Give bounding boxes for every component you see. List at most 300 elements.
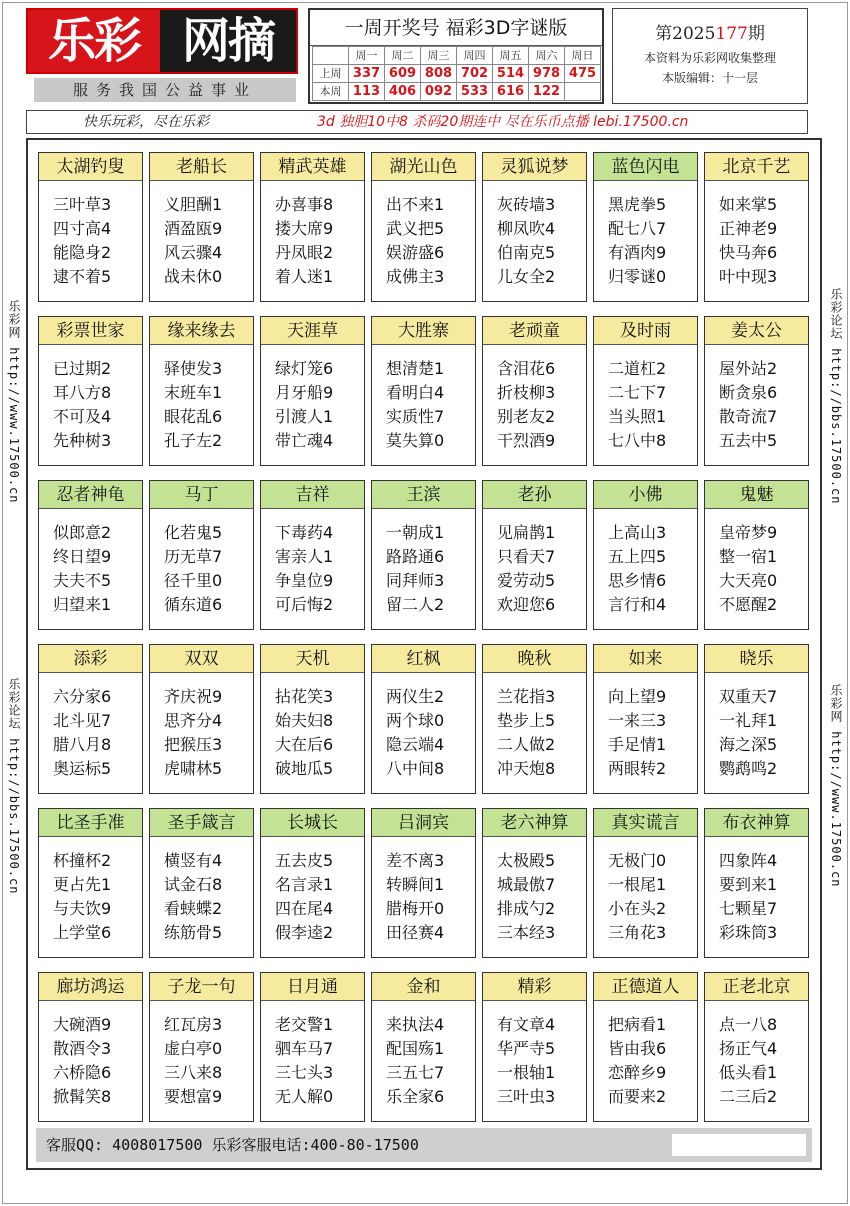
issue-suffix: 期 (747, 24, 765, 44)
riddle-card (260, 644, 365, 794)
card-item: 腊八月8 (53, 735, 112, 754)
card-item: 兰花指3 (497, 687, 556, 706)
card-item: 七颗星7 (719, 899, 778, 918)
card-item: 酒盈瓯9 (164, 219, 223, 238)
card-item: 老交警1 (275, 1015, 334, 1034)
card-item: 八中间8 (386, 759, 445, 778)
card-title: 如来 (594, 645, 697, 673)
card-title: 日月通 (261, 973, 364, 1001)
card-item: 害亲人1 (275, 547, 334, 566)
card-items (164, 521, 222, 617)
card-item: 把病看1 (608, 1015, 667, 1034)
card-title: 缘来缘去 (150, 317, 253, 345)
riddle-card (593, 808, 698, 958)
card-items (53, 685, 111, 781)
footer-contact-text: 客服QQ: 4008017500 乐彩客服电话:400-80-17500 (46, 1136, 419, 1154)
day-header: 周三 (421, 47, 457, 65)
card-title: 添彩 (39, 645, 142, 673)
card-title: 红枫 (372, 645, 475, 673)
card-items (164, 193, 222, 289)
card-title: 马丁 (150, 481, 253, 509)
issue-note: 本资料为乐彩网收集整理 (643, 51, 776, 65)
card-items (164, 357, 222, 453)
card-item: 散奇流7 (719, 407, 778, 426)
draw-number: 514 (493, 65, 529, 83)
card-items (608, 193, 666, 289)
card-item: 看蛱蝶2 (164, 899, 223, 918)
card-item: 绿灯笼6 (275, 359, 334, 378)
riddle-card (482, 644, 587, 794)
card-items (608, 521, 666, 617)
card-title: 正老北京 (705, 973, 808, 1001)
card-item: 不可及4 (53, 407, 112, 426)
card-item: 皆由我6 (608, 1039, 667, 1058)
card-item: 耳八方8 (53, 383, 112, 402)
card-title: 正德道人 (594, 973, 697, 1001)
card-item: 争皇位9 (275, 571, 334, 590)
card-item: 乐全家6 (386, 1087, 445, 1106)
card-item: 实质性7 (386, 407, 445, 426)
card-item: 可后悔2 (275, 595, 334, 614)
card-item: 三本经3 (497, 923, 556, 942)
riddle-card (704, 644, 809, 794)
card-item: 带亡魂4 (275, 431, 334, 450)
card-title: 长城长 (261, 809, 364, 837)
logo-part-1: 乐彩 (28, 10, 160, 72)
card-item: 两仪生2 (386, 687, 445, 706)
card-item: 把猴压3 (164, 735, 223, 754)
riddle-card (38, 316, 143, 466)
card-item: 有酒肉9 (608, 243, 667, 262)
riddle-card (704, 972, 809, 1122)
riddle-card (704, 316, 809, 466)
card-items (608, 685, 666, 781)
card-items (275, 685, 333, 781)
card-items (386, 521, 444, 617)
card-items (719, 1013, 777, 1109)
card-items (497, 685, 555, 781)
card-title: 及时雨 (594, 317, 697, 345)
card-item: 一朝成1 (386, 523, 445, 542)
riddle-card (593, 152, 698, 302)
riddle-card (704, 808, 809, 958)
card-item: 一根轴1 (497, 1063, 556, 1082)
card-title: 天涯草 (261, 317, 364, 345)
card-items (164, 685, 222, 781)
draw-number: 609 (385, 65, 421, 83)
draw-number: 406 (385, 83, 421, 101)
card-item: 柳凤吹4 (497, 219, 556, 238)
side-url-right-top[interactable]: 乐彩论坛 http://bbs.17500.cn (829, 288, 843, 505)
card-item: 齐庆祝9 (164, 687, 223, 706)
card-item: 见扁鹊1 (497, 523, 556, 542)
card-item: 末班车1 (164, 383, 223, 402)
card-title: 鬼魅 (705, 481, 808, 509)
card-title: 天机 (261, 645, 364, 673)
card-title: 王滨 (372, 481, 475, 509)
card-item: 终日望9 (53, 547, 112, 566)
row-label-this-week: 本周 (313, 83, 349, 101)
card-title: 子龙一句 (150, 973, 253, 1001)
card-item: 五去皮5 (275, 851, 334, 870)
card-item: 似郎意2 (53, 523, 112, 542)
card-item: 看明白4 (386, 383, 445, 402)
ticker-bar (26, 110, 808, 134)
draw-number: 122 (529, 83, 565, 101)
card-item: 同拜师3 (386, 571, 445, 590)
riddle-card (38, 808, 143, 958)
riddle-card (38, 972, 143, 1122)
card-item: 而要来2 (608, 1087, 667, 1106)
card-item: 手足情1 (608, 735, 667, 754)
draw-number: 475 (565, 65, 601, 83)
riddle-card (149, 316, 254, 466)
card-title: 精彩 (483, 973, 586, 1001)
card-item: 皇帝梦9 (719, 523, 778, 542)
card-item: 办喜事8 (275, 195, 334, 214)
card-items (719, 521, 777, 617)
card-item: 大碗酒9 (53, 1015, 112, 1034)
card-title: 廊坊鸿运 (39, 973, 142, 1001)
card-item: 杯撞杯2 (53, 851, 112, 870)
day-header: 周五 (493, 47, 529, 65)
card-items (497, 1013, 555, 1109)
card-item: 假李逵2 (275, 923, 334, 942)
card-item: 排成勺2 (497, 899, 556, 918)
card-item: 与夫饮9 (53, 899, 112, 918)
riddle-card (704, 152, 809, 302)
card-item: 逮不着5 (53, 267, 112, 286)
riddle-card (593, 316, 698, 466)
card-item: 垫步上5 (497, 711, 556, 730)
card-item: 当头照1 (608, 407, 667, 426)
card-item: 有文章4 (497, 1015, 556, 1034)
day-header: 周二 (385, 47, 421, 65)
card-title: 吉祥 (261, 481, 364, 509)
riddle-card (593, 972, 698, 1122)
riddle-card (593, 480, 698, 630)
card-item: 双重天7 (719, 687, 778, 706)
card-item: 六桥隐6 (53, 1063, 112, 1082)
card-item: 四象阵4 (719, 851, 778, 870)
issue-number-line (613, 19, 807, 49)
card-item: 折枝柳3 (497, 383, 556, 402)
card-item: 奥运标5 (53, 759, 112, 778)
riddle-card (260, 480, 365, 630)
card-item: 北斗见7 (53, 711, 112, 730)
ticker-slogan: 快乐玩彩，尽在乐彩 (83, 114, 209, 130)
card-title: 忍者神龟 (39, 481, 142, 509)
riddle-card (260, 152, 365, 302)
card-item: 路路通6 (386, 547, 445, 566)
card-item: 三叶草3 (53, 195, 112, 214)
card-item: 含泪花6 (497, 359, 556, 378)
card-item: 转瞬间1 (386, 875, 445, 894)
card-item: 历无草7 (164, 547, 223, 566)
card-item: 试金石8 (164, 875, 223, 894)
card-title: 老六神算 (483, 809, 586, 837)
riddle-card (38, 480, 143, 630)
draw-table (312, 46, 601, 101)
card-item: 七八中8 (608, 431, 667, 450)
card-item: 丹凤眼2 (275, 243, 334, 262)
card-item: 快马奔6 (719, 243, 778, 262)
riddle-card (260, 808, 365, 958)
card-item: 循东道6 (164, 595, 223, 614)
side-url-left-top[interactable]: 乐彩网 http://www.17500.cn (7, 300, 21, 504)
draw-number (565, 83, 601, 101)
riddle-card (38, 644, 143, 794)
card-item: 归零谜0 (608, 267, 667, 286)
card-title: 太湖钓叟 (39, 153, 142, 181)
riddle-card (149, 480, 254, 630)
card-items (275, 357, 333, 453)
card-items (719, 357, 777, 453)
riddle-card (38, 152, 143, 302)
card-item: 夫夫不5 (53, 571, 112, 590)
card-title: 蓝色闪电 (594, 153, 697, 181)
card-item: 小在头2 (608, 899, 667, 918)
card-items (719, 685, 777, 781)
card-item: 三叶虫3 (497, 1087, 556, 1106)
card-title: 大胜寨 (372, 317, 475, 345)
card-item: 四寸高4 (53, 219, 112, 238)
draw-number: 702 (457, 65, 493, 83)
card-items (497, 193, 555, 289)
riddle-card (371, 480, 476, 630)
card-item: 义胆酬1 (164, 195, 223, 214)
card-items (53, 521, 111, 617)
card-item: 无人解0 (275, 1087, 334, 1106)
card-title: 彩票世家 (39, 317, 142, 345)
card-item: 始夫妇8 (275, 711, 334, 730)
riddle-card (149, 808, 254, 958)
card-title: 布衣神算 (705, 809, 808, 837)
card-item: 黑虎拳5 (608, 195, 667, 214)
card-item: 化若鬼5 (164, 523, 223, 542)
card-item: 正神老9 (719, 219, 778, 238)
card-item: 两眼转2 (608, 759, 667, 778)
card-item: 点一八8 (719, 1015, 778, 1034)
card-item: 叶中现3 (719, 267, 778, 286)
card-title: 晚秋 (483, 645, 586, 673)
riddle-card (482, 808, 587, 958)
card-item: 太极殿5 (497, 851, 556, 870)
logo-part-2: 网摘 (160, 10, 296, 72)
card-items (275, 521, 333, 617)
card-title: 精武英雄 (261, 153, 364, 181)
day-header: 周四 (457, 47, 493, 65)
card-item: 拈花笑3 (275, 687, 334, 706)
card-item: 冲天炮8 (497, 759, 556, 778)
day-header: 周日 (565, 47, 601, 65)
issue-info (612, 8, 808, 104)
card-item: 下毒药4 (275, 523, 334, 542)
card-title: 真实谎言 (594, 809, 697, 837)
card-item: 如来掌5 (719, 195, 778, 214)
card-title: 灵狐说梦 (483, 153, 586, 181)
weekly-draw-panel (308, 8, 604, 104)
riddle-card (482, 480, 587, 630)
card-items (275, 849, 333, 945)
draw-number: 092 (421, 83, 457, 101)
riddle-card (482, 152, 587, 302)
card-item: 四在尾4 (275, 899, 334, 918)
riddle-card (149, 152, 254, 302)
riddle-card (149, 644, 254, 794)
card-item: 一来三3 (608, 711, 667, 730)
card-item: 红瓦房3 (164, 1015, 223, 1034)
card-item: 不愿醒2 (719, 595, 778, 614)
card-item: 鹦鹉鸣2 (719, 759, 778, 778)
card-item: 战未休0 (164, 267, 223, 286)
card-title: 晓乐 (705, 645, 808, 673)
card-items (386, 1013, 444, 1109)
card-item: 干烈酒9 (497, 431, 556, 450)
card-item: 想清楚1 (386, 359, 445, 378)
card-item: 莫失算0 (386, 431, 445, 450)
card-item: 低头看1 (719, 1063, 778, 1082)
card-item: 二三后2 (719, 1087, 778, 1106)
riddle-card (371, 644, 476, 794)
card-item: 一根尾1 (608, 875, 667, 894)
card-item: 别老友2 (497, 407, 556, 426)
card-items (275, 1013, 333, 1109)
card-item: 散酒令3 (53, 1039, 112, 1058)
ticker-promo-link[interactable]: 3d 独胆10中8 杀码20期连中 尽在乐币点播 lebi.17500.cn (317, 114, 689, 130)
card-title: 老孙 (483, 481, 586, 509)
card-item: 只看天7 (497, 547, 556, 566)
card-item: 差不离3 (386, 851, 445, 870)
card-item: 田径赛4 (386, 923, 445, 942)
card-items (719, 193, 777, 289)
card-item: 掀髯笑8 (53, 1087, 112, 1106)
card-item: 要想富9 (164, 1087, 223, 1106)
card-items (275, 193, 333, 289)
draw-number: 616 (493, 83, 529, 101)
card-items (719, 849, 777, 945)
issue-number: 177 (715, 24, 748, 44)
card-item: 三七头3 (275, 1063, 334, 1082)
card-item: 爱劳动5 (497, 571, 556, 590)
draw-number: 337 (349, 65, 385, 83)
riddle-card (371, 972, 476, 1122)
issue-prefix: 第2025 (655, 24, 716, 44)
card-item: 更占先1 (53, 875, 112, 894)
card-item: 破地瓜5 (275, 759, 334, 778)
card-item: 恋醉乡9 (608, 1063, 667, 1082)
card-item: 六分家6 (53, 687, 112, 706)
draw-number: 113 (349, 83, 385, 101)
riddle-card (371, 808, 476, 958)
card-item: 要到来1 (719, 875, 778, 894)
card-title: 双双 (150, 645, 253, 673)
card-item: 能隐身2 (53, 243, 112, 262)
draw-title: 一周开奖号 福彩3D字谜版 (310, 10, 602, 46)
card-item: 三八来8 (164, 1063, 223, 1082)
card-item: 整一宿1 (719, 547, 778, 566)
side-url-right-bottom[interactable]: 乐彩网 http://www.17500.cn (829, 684, 843, 888)
card-item: 城最傲7 (497, 875, 556, 894)
card-item: 一礼拜1 (719, 711, 778, 730)
card-item: 成佛主3 (386, 267, 445, 286)
card-items (386, 193, 444, 289)
card-title: 金和 (372, 973, 475, 1001)
card-items (497, 357, 555, 453)
card-items (164, 1013, 222, 1109)
draw-number: 808 (421, 65, 457, 83)
card-item: 武义把5 (386, 219, 445, 238)
card-items (164, 849, 222, 945)
card-item: 断贪泉6 (719, 383, 778, 402)
card-title: 比圣手准 (39, 809, 142, 837)
card-item: 彩珠筒3 (719, 923, 778, 942)
card-item: 驷车马7 (275, 1039, 334, 1058)
card-items (386, 357, 444, 453)
card-item: 驿使发3 (164, 359, 223, 378)
side-url-left-bottom[interactable]: 乐彩论坛 http://bbs.17500.cn (7, 678, 21, 895)
riddle-card (704, 480, 809, 630)
card-items (386, 849, 444, 945)
card-item: 着人迷1 (275, 267, 334, 286)
card-item: 华严寺5 (497, 1039, 556, 1058)
footer-contact-bar (36, 1128, 812, 1162)
card-item: 归望来1 (53, 595, 112, 614)
card-item: 灰砖墙3 (497, 195, 556, 214)
card-item: 儿女全2 (497, 267, 556, 286)
row-label-last-week: 上周 (313, 65, 349, 83)
draw-number: 533 (457, 83, 493, 101)
card-item: 风云骤4 (164, 243, 223, 262)
card-item: 海之深5 (719, 735, 778, 754)
card-item: 引渡人1 (275, 407, 334, 426)
card-title: 圣手箴言 (150, 809, 253, 837)
riddle-card (371, 152, 476, 302)
card-item: 眼花乱6 (164, 407, 223, 426)
card-item: 屋外站2 (719, 359, 778, 378)
card-item: 无极门0 (608, 851, 667, 870)
card-item: 来执法4 (386, 1015, 445, 1034)
card-items (386, 685, 444, 781)
card-items (53, 357, 111, 453)
card-items (608, 357, 666, 453)
day-header: 周一 (349, 47, 385, 65)
riddle-card (149, 972, 254, 1122)
card-item: 五去中5 (719, 431, 778, 450)
card-items (53, 849, 111, 945)
card-item: 伯南克5 (497, 243, 556, 262)
card-item: 横竖有4 (164, 851, 223, 870)
card-items (608, 1013, 666, 1109)
card-item: 五上四5 (608, 547, 667, 566)
card-item: 配国殇1 (386, 1039, 445, 1058)
footer-blank-box (672, 1134, 806, 1156)
card-item: 二道杠2 (608, 359, 667, 378)
card-item: 虚白亭0 (164, 1039, 223, 1058)
card-item: 径千里0 (164, 571, 223, 590)
riddle-card (371, 316, 476, 466)
card-title: 老船长 (150, 153, 253, 181)
corner-cell (313, 47, 349, 65)
card-item: 大在后6 (275, 735, 334, 754)
card-item: 向上望9 (608, 687, 667, 706)
card-items (608, 849, 666, 945)
card-item: 思齐分4 (164, 711, 223, 730)
issue-editor: 本版编辑：十一层 (661, 71, 758, 85)
card-item: 练筋骨5 (164, 923, 223, 942)
card-item: 三五七7 (386, 1063, 445, 1082)
slogan: 服务我国公益事业 (34, 78, 296, 102)
